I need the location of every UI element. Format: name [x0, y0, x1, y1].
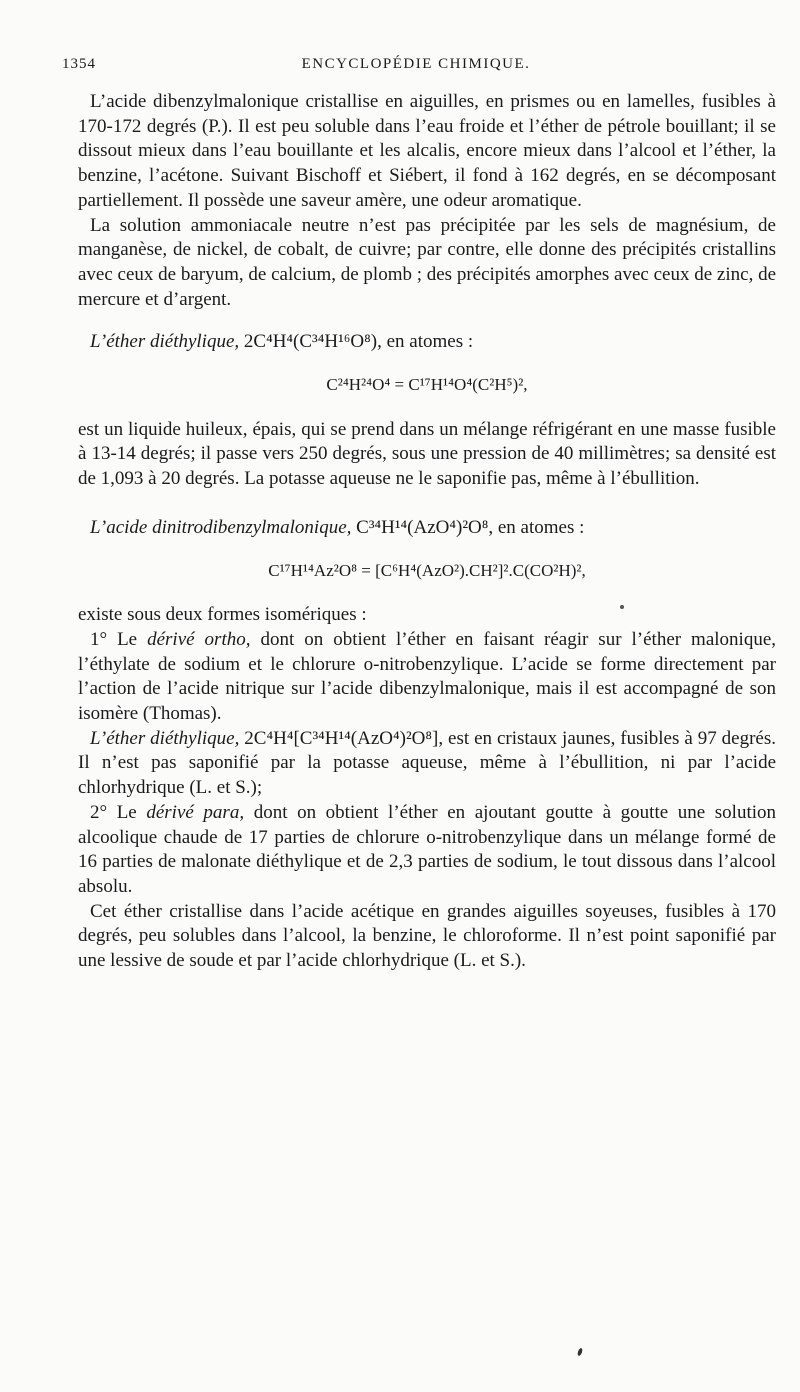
formula-1: C²⁴H²⁴O⁴ = C¹⁷H¹⁴O⁴(C²H⁵)², [326, 375, 528, 395]
paragraph-4: existe sous deux formes isomériques : [78, 604, 367, 626]
paragraph-7 [78, 801, 776, 900]
paragraph-5 [78, 628, 776, 727]
paragraph-1: L’acide dibenzylmalonique cristallise en aiguilles, en prismes ou en lamelles, fusibles à 170-172 degrés (P.). Il est peu soluble dans l’eau froide et l’éther de pétrole bouillant; il se dissout mieux dans l’eau bouillante et les alcalis, encore mieux dans l’alcool et l’éther, la benzine, l’acétone. Suivant Bischoff et Siébert, il fond à 162 degrés, en se décomposant partiellement. Il possède une saveur amère, une odeur aromatique. [78, 91, 776, 211]
paragraph-2: La solution ammoniacale neutre n’est pas précipitée par les sels de magnésium, de manganèse, de nickel, de cobalt, de cuivre; par contre, elle donne des précipités cristallins avec ceux de baryum, de calcium, de plomb ; des précipités amorphes avec ceux de zinc, de mercure et d’argent. [78, 214, 776, 310]
print-speck [577, 1348, 583, 1357]
paragraph-text: dont on obtient l’éther en ajoutant goutte à goutte une solution alcoolique chaude de 17 parties de chlorure o-nitrobenzylique dans un mélange formé de 16 parties de malonate diéthylique et de 2,3 parties de sodium, le tout dissous dans l’alcool absolu. [78, 801, 777, 897]
formula-2: C¹⁷H¹⁴Az²O⁸ = [C⁶H⁴(AzO²).CH²]².C(CO²H)², [268, 560, 586, 580]
body-text [78, 90, 776, 974]
page-header [62, 56, 770, 80]
paragraph-text: dont on obtient l’éther en faisant réagir sur l’éther malonique, l’éthylate de sodium et le chlorure o-nitrobenzylique. L’acide se forme directement par l’action de l’acide nitrique sur l’acide dibenzylmalonique, mais il est accompagné de son isomère (Thomas). [78, 628, 777, 725]
paragraph-6 [78, 727, 776, 801]
derivative-name: dérivé para, [146, 801, 245, 823]
compound-name: L’éther diéthylique, [90, 331, 240, 353]
running-title: ENCYCLOPÉDIE CHIMIQUE. [301, 56, 531, 72]
list-marker: 1° Le [90, 628, 138, 650]
compound-formula: C³⁴H¹⁴(AzO⁴)²O⁸, en atomes : [356, 516, 585, 538]
derivative-name: dérivé ortho, [147, 628, 251, 650]
page-number: 1354 [62, 56, 96, 72]
heading-acide-dinitro [78, 516, 776, 541]
heading-ether-diethylique [78, 330, 776, 355]
paragraph-8: Cet éther cristallise dans l’acide acétique en grandes aiguilles soyeuses, fusibles à 170 degrés, peu solubles dans l’alcool, la benzine, le chloroforme. Il n’est point saponifié par une lessive de soude et par l’acide chlorhydrique (L. et S.). [78, 900, 776, 972]
paragraph-text: 2C⁴H⁴[C³⁴H¹⁴(AzO⁴)²O⁸], est en cristaux jaunes, fusibles à 97 degrés. Il n’est pas saponifié par la potasse aqueuse, même à l’ébullition, ni par l’acide chlorhydrique (L. et S.); [78, 727, 776, 799]
compound-name: L’acide dinitrodibenzylmalonique, [90, 516, 352, 538]
print-speck [620, 605, 624, 609]
list-marker: 2° Le [90, 801, 137, 823]
compound-name: L’éther diéthylique, [90, 727, 240, 749]
compound-formula: 2C⁴H⁴(C³⁴H¹⁶O⁸), en atomes : [243, 331, 474, 353]
paragraph-3: est un liquide huileux, épais, qui se prend dans un mélange réfrigérant en une masse fusible à 13-14 degrés; il passe vers 250 degrés, sous une pression de 40 millimètres; sa densité est de 1,093 à 20 degrés. La potasse aqueuse ne le saponifie pas, même à l’ébullition. [78, 418, 776, 490]
